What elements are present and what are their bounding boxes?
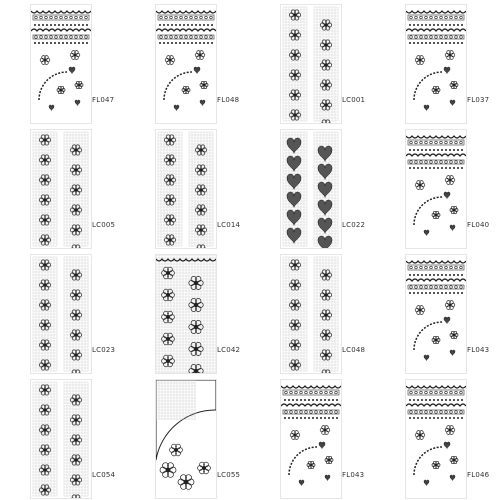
lace-sticker-sheet-image	[155, 129, 217, 249]
product-code-label: LC022	[342, 221, 366, 229]
lace-pattern-graphic	[406, 130, 466, 248]
product-code-label: LC055	[217, 471, 241, 479]
lace-sticker-sheet-image	[405, 379, 467, 499]
lace-pattern-graphic	[31, 5, 91, 123]
lace-sticker-sheet-image	[280, 129, 342, 249]
product-code-label: FL043	[467, 346, 490, 354]
lace-sticker-sheet-image	[30, 129, 92, 249]
lace-pattern-graphic	[281, 255, 341, 373]
lace-pattern-graphic	[281, 380, 341, 498]
product-code-label: LC014	[217, 221, 241, 229]
product-card[interactable]	[0, 0, 125, 125]
product-code-label: FL040	[467, 221, 490, 229]
lace-pattern-graphic	[156, 380, 216, 498]
lace-pattern-graphic	[31, 255, 91, 373]
product-code-label: FL048	[217, 96, 240, 104]
product-code-label: FL047	[92, 96, 115, 104]
lace-pattern-graphic	[156, 130, 216, 248]
product-card[interactable]	[250, 125, 375, 250]
product-card[interactable]	[375, 0, 500, 125]
lace-pattern-graphic	[281, 130, 341, 248]
lace-sticker-sheet-image	[155, 379, 217, 499]
lace-sticker-sheet-image	[280, 254, 342, 374]
product-card[interactable]	[375, 125, 500, 250]
lace-pattern-graphic	[406, 380, 466, 498]
lace-sticker-sheet-image	[30, 379, 92, 499]
lace-sticker-sheet-image	[280, 4, 342, 124]
product-card[interactable]	[125, 0, 250, 125]
lace-pattern-graphic	[406, 5, 466, 123]
lace-sticker-sheet-image	[30, 4, 92, 124]
lace-pattern-graphic	[156, 255, 216, 373]
product-code-label: LC048	[342, 346, 366, 354]
lace-pattern-graphic	[156, 5, 216, 123]
lace-pattern-graphic	[31, 380, 91, 498]
product-code-label: LC023	[92, 346, 116, 354]
lace-sticker-sheet-image	[155, 254, 217, 374]
product-code-label: FL037	[467, 96, 490, 104]
product-card[interactable]	[250, 0, 375, 125]
lace-sticker-sheet-image	[155, 4, 217, 124]
lace-pattern-graphic	[281, 5, 341, 123]
product-code-label: LC001	[342, 96, 366, 104]
lace-sticker-sheet-image	[405, 129, 467, 249]
product-code-label: FL046	[467, 471, 490, 479]
product-card[interactable]	[375, 375, 500, 500]
product-card[interactable]	[0, 375, 125, 500]
lace-sticker-sheet-image	[405, 254, 467, 374]
product-card[interactable]	[0, 250, 125, 375]
product-code-label: LC042	[217, 346, 241, 354]
lace-sticker-sheet-image	[30, 254, 92, 374]
product-code-label: FL043	[342, 471, 365, 479]
product-card[interactable]	[375, 250, 500, 375]
lace-sticker-sheet-image	[280, 379, 342, 499]
product-card[interactable]	[125, 375, 250, 500]
lace-pattern-graphic	[31, 130, 91, 248]
lace-pattern-graphic	[406, 255, 466, 373]
product-card[interactable]	[0, 125, 125, 250]
product-card[interactable]	[250, 375, 375, 500]
product-code-label: LC005	[92, 221, 116, 229]
product-card[interactable]	[125, 125, 250, 250]
product-code-label: LC054	[92, 471, 116, 479]
lace-sticker-sheet-image	[405, 4, 467, 124]
product-card[interactable]	[250, 250, 375, 375]
product-card[interactable]	[125, 250, 250, 375]
